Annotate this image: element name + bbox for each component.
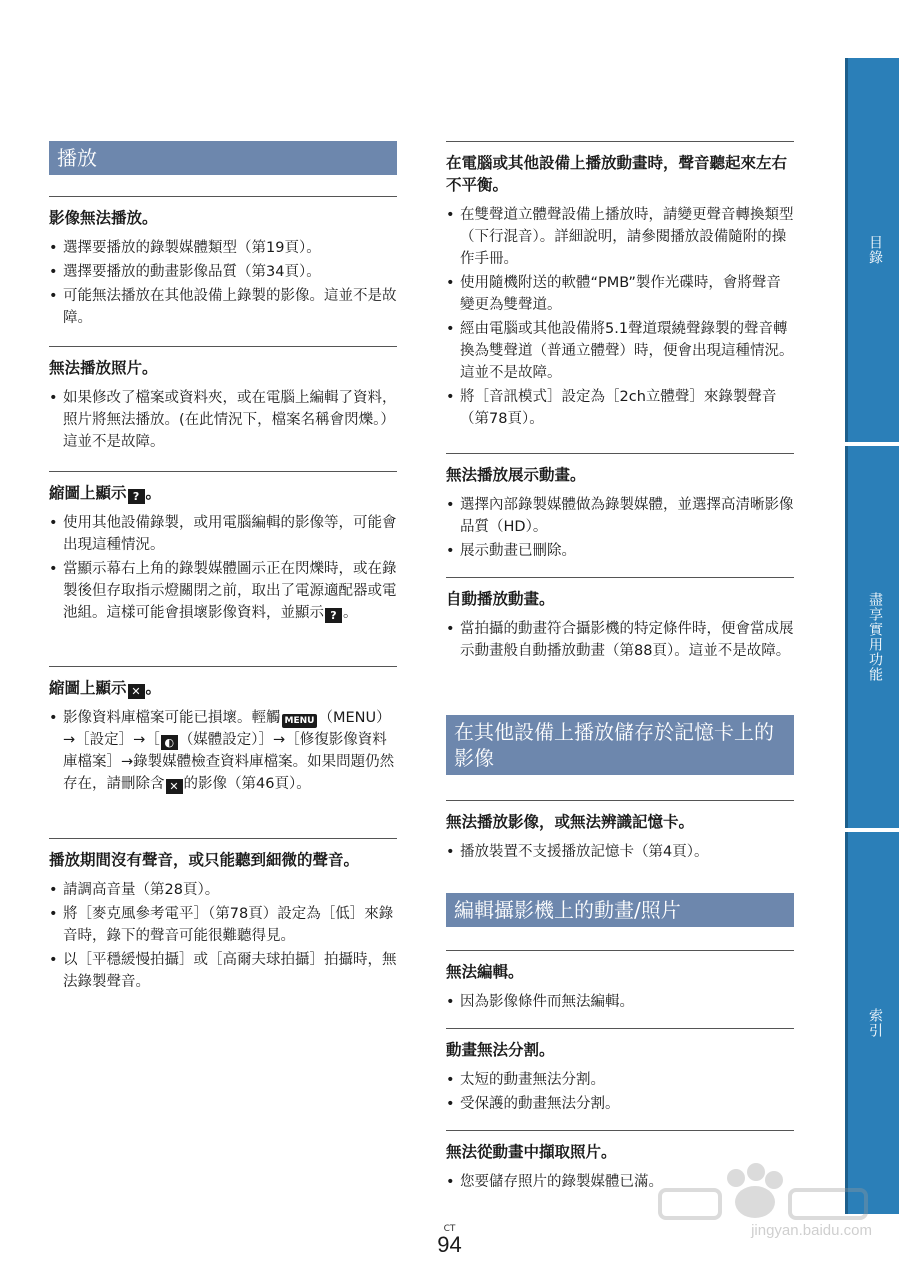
section-title: 無法編輯。	[446, 963, 524, 981]
page-number: 94	[437, 1232, 462, 1257]
section-title: 影像無法播放。	[49, 209, 158, 227]
divider	[49, 666, 397, 667]
list-item: • 在雙聲道立體聲設備上播放時，請變更聲音轉換類型（下行混音）。詳細說明，請參閱播放設備隨附的操作手冊。	[446, 204, 794, 270]
list-item: • 展示動畫已刪除。	[446, 540, 794, 562]
list-item: • 影像資料庫檔案可能已損壞。輕觸 MENU （MENU）→［設定］→［ ◐ （媒體設定）］→［修復影像資料庫檔案］→錄製媒體檢查資料庫檔案。如果問題仍然存在，請刪除含 ✕ 的影像（第46頁）。	[49, 707, 397, 795]
list-item: • 將［麥克風參考電平］（第78頁）設定為［低］來錄音時，錄下的聲音可能很難聽得見。	[49, 903, 397, 947]
section-band-playback: 播放	[49, 141, 397, 175]
list-item: • 當拍攝的動畫符合攝影機的特定條件時，便會當成展示動畫般自動播放動畫（第88頁）。這並不是故障。	[446, 618, 794, 662]
section-demo-movie	[446, 453, 794, 564]
section-cannot-divide	[446, 1028, 794, 1117]
section-cannot-play-images	[49, 196, 397, 331]
list-item: • 您要儲存照片的錄製媒體已滿。	[446, 1171, 794, 1193]
list-item: • 請調高音量（第28頁）。	[49, 879, 397, 901]
list-item: • 使用隨機附送的軟體“PMB”製作光碟時，會將聲音變更為雙聲道。	[446, 272, 794, 316]
section-unbalanced-sound	[446, 141, 794, 432]
tab-label: 索引	[867, 1008, 883, 1038]
divider	[446, 1130, 794, 1131]
language-code: CT	[443, 1224, 456, 1234]
list-item: • 選擇要播放的錄製媒體類型（第19頁）。	[49, 237, 397, 259]
divider	[446, 1028, 794, 1029]
divider	[49, 838, 397, 839]
tab-label: 盡享實用功能	[867, 592, 883, 682]
section-title: 播放期間沒有聲音，或只能聽到細微的聲音。	[49, 851, 360, 869]
section-no-sound	[49, 838, 397, 995]
section-thumbnail-damaged	[49, 666, 397, 797]
watermark-url: jingyan.baidu.com	[751, 1222, 872, 1239]
divider	[446, 453, 794, 454]
section-card-unrecognized	[446, 800, 794, 865]
tab-label: 目錄	[867, 235, 883, 265]
list-item: • 受保護的動畫無法分割。	[446, 1093, 794, 1115]
section-title: 自動播放動畫。	[446, 590, 555, 608]
list-item: • 選擇內部錄製媒體做為錄製媒體，並選擇高清晰影像品質（HD）。	[446, 494, 794, 538]
divider	[446, 800, 794, 801]
section-auto-play	[446, 577, 794, 664]
section-band-memory-card: 在其他設備上播放儲存於記憶卡上的影像	[446, 715, 794, 775]
list-item: • 如果修改了檔案或資料夾，或在電腦上編輯了資料，照片將無法播放。(在此情況下，檔案名稱會閃爍。）這並不是故障。	[49, 387, 397, 453]
section-title: 無法播放影像，或無法辨識記憶卡。	[446, 813, 695, 831]
menu-icon: MENU	[282, 714, 318, 728]
section-cannot-play-photos	[49, 346, 397, 455]
section-band-edit: 編輯攝影機上的動畫/照片	[446, 893, 794, 927]
section-title: 無法播放照片。	[49, 359, 158, 377]
list-item: • 以［平穩緩慢拍攝］或［高爾夫球拍攝］拍攝時，無法錄製聲音。	[49, 949, 397, 993]
divider	[49, 346, 397, 347]
section-title: 無法播放展示動畫。	[446, 466, 586, 484]
list-item: • 當顯示幕右上角的錄製媒體圖示正在閃爍時，或在錄製後但存取指示燈關閉之前，取出了電源適配器或電池組。這樣可能會損壞影像資料，並顯示 ? 。	[49, 558, 397, 624]
list-item: • 播放裝置不支援播放記憶卡（第4頁）。	[446, 841, 794, 863]
list-item: • 選擇要播放的動畫影像品質（第34頁）。	[49, 261, 397, 283]
section-title: 在電腦或其他設備上播放動畫時，聲音聽起來左右不平衡。	[446, 154, 788, 194]
divider	[446, 141, 794, 142]
section-title: 縮圖上顯示 ? 。	[49, 484, 162, 503]
damaged-image-icon: ✕	[128, 684, 145, 699]
section-title: 動畫無法分割。	[446, 1041, 555, 1059]
divider	[49, 196, 397, 197]
list-item: • 經由電腦或其他設備將5.1聲道環繞聲錄製的聲音轉換為雙聲道（普通立體聲）時，便會出現這種情況。這並不是故障。	[446, 318, 794, 384]
section-thumbnail-question	[49, 471, 397, 626]
divider	[446, 950, 794, 951]
list-item: • 使用其他設備錄製，或用電腦編輯的影像等，可能會出現這種情況。	[49, 512, 397, 556]
question-mark-icon: ?	[128, 489, 145, 504]
section-title: 縮圖上顯示 ✕ 。	[49, 679, 162, 698]
damaged-image-icon: ✕	[166, 779, 183, 794]
tab-features[interactable]	[845, 446, 899, 828]
list-item: • 太短的動畫無法分割。	[446, 1069, 794, 1091]
list-item: • 因為影像條件而無法編輯。	[446, 991, 794, 1013]
section-title: 無法從動畫中擷取照片。	[446, 1143, 617, 1161]
list-item: • 可能無法播放在其他設備上錄製的影像。這並不是故障。	[49, 285, 397, 329]
tab-contents[interactable]	[845, 58, 899, 442]
divider	[49, 471, 397, 472]
section-cannot-edit	[446, 950, 794, 1015]
question-mark-icon: ?	[325, 608, 342, 623]
list-item: • 將［音訊模式］設定為［2ch立體聲］來錄製聲音（第78頁）。	[446, 386, 794, 430]
media-settings-icon: ◐	[161, 735, 178, 750]
divider	[446, 577, 794, 578]
